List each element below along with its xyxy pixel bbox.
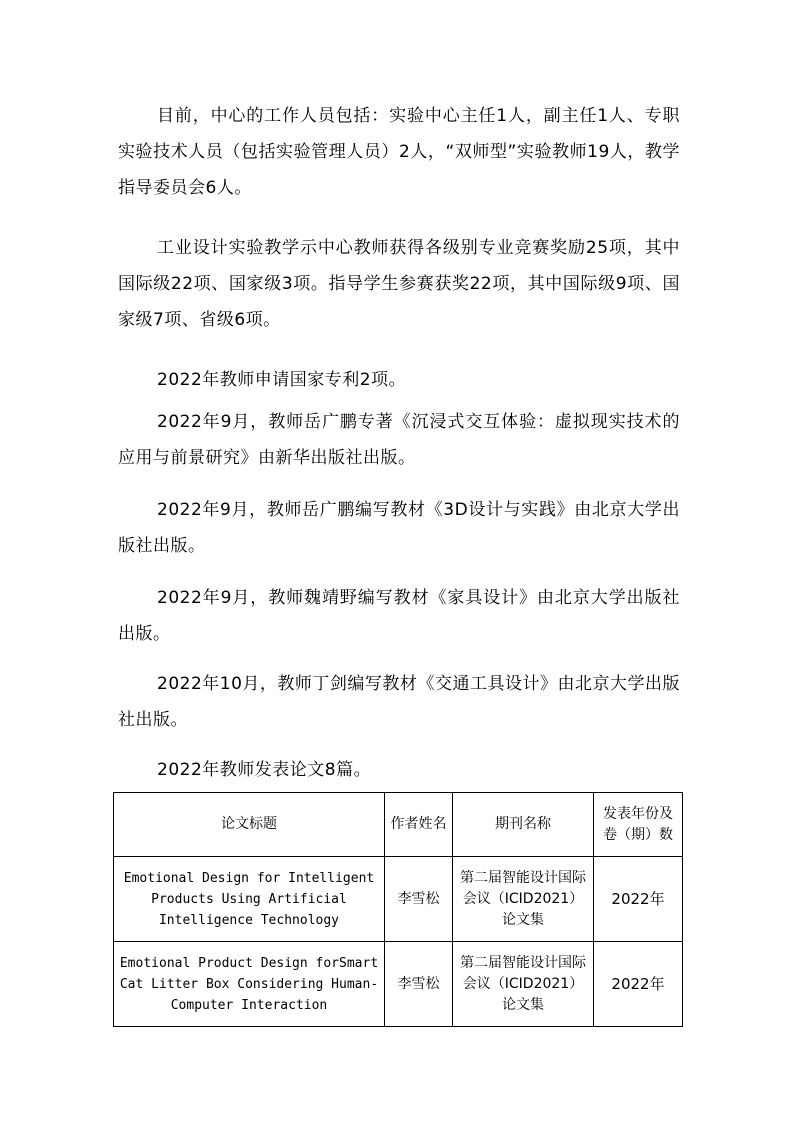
table-row (114, 857, 683, 942)
paragraph-patents: 2022年教师申请国家专利2项。 (157, 370, 407, 390)
table-row (114, 942, 683, 1027)
table-header-row (114, 793, 683, 857)
paper-author: 李雪松 (385, 942, 453, 1027)
paragraph-monograph: 2022年9月，教师岳广鹏专著《沉浸式交互体验：虚拟现实技术的应用与前景研究》由新华出版社出版。 (118, 412, 680, 468)
paragraph-papers: 2022年教师发表论文8篇。 (157, 760, 372, 780)
papers-table (113, 792, 683, 1027)
paragraph-textbook-vehicle: 2022年10月，教师丁剑编写教材《交通工具设计》由北京大学出版社出版。 (118, 674, 680, 730)
paragraph-textbook-furniture: 2022年9月，教师魏靖野编写教材《家具设计》由北京大学出版社出版。 (118, 588, 680, 644)
paper-journal: 第二届智能设计国际会议（ICID2021）论文集 (453, 942, 594, 1027)
header-journal: 期刊名称 (453, 793, 594, 857)
paragraph-textbook-3d: 2022年9月，教师岳广鹏编写教材《3D设计与实践》由北京大学出版社出版。 (118, 500, 680, 556)
paper-title: Emotional Design for Intelligent Products Using Artificial Intelligence Technology (114, 857, 385, 942)
paper-year: 2022年 (594, 857, 683, 942)
paper-author: 李雪松 (385, 857, 453, 942)
header-author: 作者姓名 (385, 793, 453, 857)
paragraph-staff: 目前，中心的工作人员包括：实验中心主任1人，副主任1人、专职实验技术人员（包括实验管理人员）2人，“双师型”实验教师19人，教学指导委员会6人。 (118, 106, 680, 198)
paper-journal: 第二届智能设计国际会议（ICID2021）论文集 (453, 857, 594, 942)
header-title: 论文标题 (114, 793, 385, 857)
paper-title: Emotional Product Design forSmart Cat Litter Box Considering Human-Computer Interaction (114, 942, 385, 1027)
paper-year: 2022年 (594, 942, 683, 1027)
paragraph-awards: 工业设计实验教学示中心教师获得各级别专业竞赛奖励25项，其中国际级22项、国家级3项。指导学生参赛获奖22项，其中国际级9项、国家级7项、省级6项。 (118, 238, 680, 330)
header-year: 发表年份及卷（期）数 (594, 793, 683, 857)
